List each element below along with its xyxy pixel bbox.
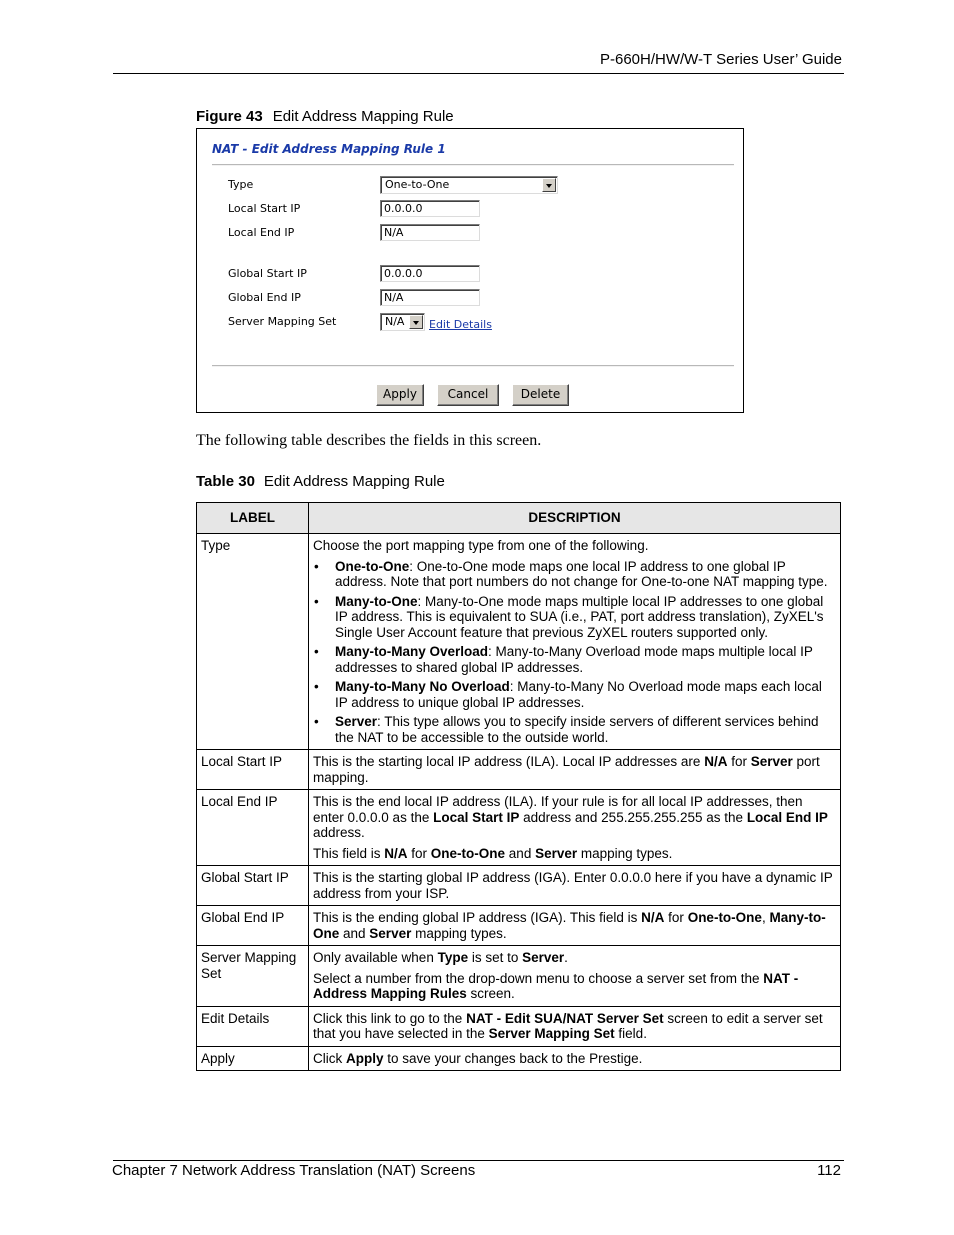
- row-description: This is the starting local IP address (ILA). Local IP addresses are N/A for Server port mapping.: [309, 750, 841, 790]
- intro-paragraph: The following table describes the fields in this screen.: [196, 432, 542, 449]
- table-row: [197, 1006, 841, 1046]
- figure-number: Figure 43: [196, 108, 263, 125]
- list-item: • One-to-One: One-to-One mode maps one local IP address to one global IP address. Note that port numbers do not change for One-to-one NAT mapping type.: [313, 559, 836, 590]
- list-item: • Many-to-One: Many-to-One mode maps multiple local IP addresses to one global IP address. This is equivalent to SUA (i.e., PAT, port address translation), ZyXEL's Single User Account feature that previous ZyXEL routers supported only.: [313, 594, 836, 641]
- table-row: [197, 790, 841, 866]
- row-description: This is the starting global IP address (IGA). Enter 0.0.0.0 here if you have a dynamic IP address from your ISP.: [309, 866, 841, 906]
- local-start-ip-label: Local Start IP: [228, 202, 301, 215]
- screenshot-frame: [196, 128, 744, 413]
- table-row: [197, 946, 841, 1007]
- running-header: P-660H/HW/W-T Series User’ Guide: [599, 51, 842, 68]
- server-mapping-set-value: N/A: [385, 315, 405, 328]
- table-row: [197, 534, 841, 750]
- header-rule: [113, 73, 844, 74]
- global-end-ip-label: Global End IP: [228, 291, 301, 304]
- screen-top-divider: [212, 164, 734, 166]
- row-label: Local End IP: [197, 790, 309, 866]
- server-mapping-set-select[interactable]: [380, 313, 425, 331]
- figure-caption: [196, 108, 454, 125]
- local-end-ip-input[interactable]: N/A: [380, 224, 480, 241]
- apply-button[interactable]: Apply: [376, 384, 424, 406]
- local-end-ip-label: Local End IP: [228, 226, 295, 239]
- row-label: Type: [197, 534, 309, 750]
- chevron-down-icon[interactable]: [542, 178, 556, 192]
- cancel-button[interactable]: Cancel: [437, 384, 499, 406]
- row-description: This is the ending global IP address (IGA). This field is N/A for One-to-One, Many-to-One and Server mapping types.: [309, 906, 841, 946]
- column-header-label: LABEL: [197, 503, 309, 534]
- row-label: Global End IP: [197, 906, 309, 946]
- table-header-row: [197, 503, 841, 534]
- list-item: • Many-to-Many Overload: Many-to-Many Overload mode maps multiple local IP addresses to shared global IP addresses.: [313, 644, 836, 675]
- footer-chapter: Chapter 7 Network Address Translation (NAT) Screens: [112, 1162, 476, 1179]
- type-bullet-list: [313, 559, 836, 746]
- row-description: Only available when Type is set to Server. Select a number from the drop-down menu to choose a server set from the NAT - Address Mapping Rules screen.: [309, 946, 841, 1007]
- row-description: This is the end local IP address (ILA). If your rule is for all local IP addresses, then enter 0.0.0.0 as the Local Start IP address and 255.255.255.255 as the Local End IP address. This field is N/A for One-to-One and Server mapping types.: [309, 790, 841, 866]
- row-label: Local Start IP: [197, 750, 309, 790]
- global-end-ip-input[interactable]: N/A: [380, 289, 480, 306]
- list-item: • Many-to-Many No Overload: Many-to-Many No Overload mode maps each local IP address to unique global IP addresses.: [313, 679, 836, 710]
- global-start-ip-label: Global Start IP: [228, 267, 307, 280]
- column-header-description: DESCRIPTION: [309, 503, 841, 534]
- table-row: [197, 750, 841, 790]
- table-caption: [196, 473, 445, 490]
- type-select[interactable]: [380, 176, 558, 194]
- table-title: Edit Address Mapping Rule: [263, 473, 445, 490]
- table-number: Table 30: [196, 473, 255, 490]
- screen-bottom-divider: [212, 365, 734, 367]
- type-select-value: One-to-One: [385, 178, 450, 191]
- footer-rule: [113, 1160, 844, 1161]
- server-mapping-set-label: Server Mapping Set: [228, 315, 337, 328]
- local-start-ip-input[interactable]: 0.0.0.0: [380, 200, 480, 217]
- screen-title: NAT - Edit Address Mapping Rule 1: [212, 142, 446, 156]
- table-row: [197, 1046, 841, 1071]
- table-row: [197, 866, 841, 906]
- global-start-ip-input[interactable]: 0.0.0.0: [380, 265, 480, 282]
- row-description: [309, 534, 841, 750]
- footer-page-number: 112: [817, 1162, 841, 1179]
- list-item: • Server: This type allows you to specify inside servers of different services behind the NAT to be accessible to the outside world.: [313, 714, 836, 745]
- row-label: Global Start IP: [197, 866, 309, 906]
- chevron-down-icon[interactable]: [409, 315, 423, 329]
- row-label: Server Mapping Set: [197, 946, 309, 1007]
- description-table: [196, 502, 841, 1071]
- row-label: Apply: [197, 1046, 309, 1071]
- type-label: Type: [228, 178, 254, 191]
- row-label: Edit Details: [197, 1006, 309, 1046]
- delete-button[interactable]: Delete: [512, 384, 569, 406]
- edit-details-link[interactable]: Edit Details: [429, 318, 492, 331]
- row-description: Click Apply to save your changes back to the Prestige.: [309, 1046, 841, 1071]
- type-intro: Choose the port mapping type from one of the following.: [313, 538, 649, 553]
- table-row: [197, 906, 841, 946]
- figure-title: Edit Address Mapping Rule: [272, 108, 454, 125]
- row-description: Click this link to go to the NAT - Edit SUA/NAT Server Set screen to edit a server set that you have selected in the Server Mapping Set field.: [309, 1006, 841, 1046]
